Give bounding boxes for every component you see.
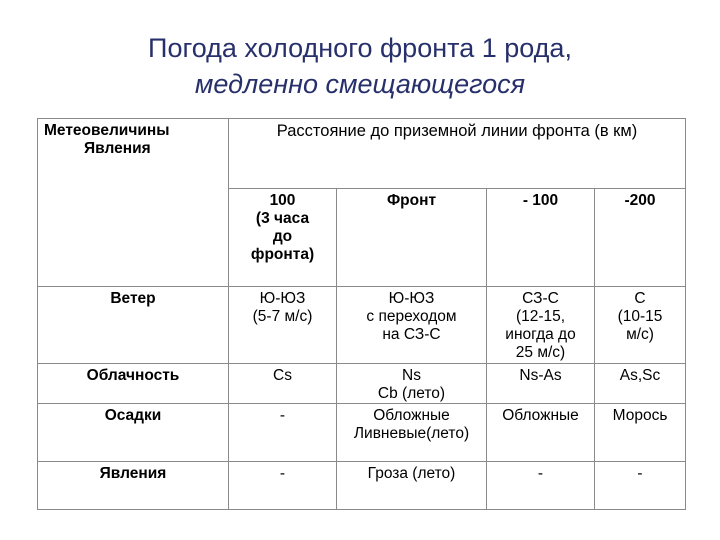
table-row — [38, 404, 686, 462]
weather-table — [37, 118, 686, 510]
table-row — [38, 462, 686, 510]
distance-header: Расстояние до приземной линии фронта (в км) — [229, 119, 686, 189]
table-cell: Ns Cb (лето) — [337, 364, 487, 404]
table-cell: - — [595, 462, 686, 510]
row-label: Осадки — [38, 404, 229, 462]
title-line-2: медленно смещающегося — [194, 69, 526, 99]
title-line-1: Погода холодного фронта 1 рода, — [148, 33, 572, 63]
table-cell: Обложные — [487, 404, 595, 462]
table-cell: Обложные Ливневые(лето) — [337, 404, 487, 462]
table-cell: Cs — [229, 364, 337, 404]
corner-line-1: Метеовеличины — [44, 122, 170, 139]
table-cell: Ю-ЮЗ с переходом на СЗ-С — [337, 287, 487, 364]
row-label: Облачность — [38, 364, 229, 404]
table-cell: - — [229, 404, 337, 462]
table-cell: Ns-As — [487, 364, 595, 404]
column-header: - 100 — [487, 189, 595, 287]
table-row — [38, 287, 686, 364]
table-cell: Морось — [595, 404, 686, 462]
column-header: -200 — [595, 189, 686, 287]
table-row — [38, 364, 686, 404]
table-cell: - — [229, 462, 337, 510]
table-header-row — [38, 119, 686, 189]
slide-title — [0, 30, 720, 102]
corner-line-2: Явления — [84, 140, 151, 157]
table-cell: As,Sc — [595, 364, 686, 404]
table-cell: С (10-15 м/с) — [595, 287, 686, 364]
corner-header — [38, 119, 229, 287]
table-cell: СЗ-С (12-15, иногда до 25 м/с) — [487, 287, 595, 364]
column-header: Фронт — [337, 189, 487, 287]
table-cell: Ю-ЮЗ (5-7 м/с) — [229, 287, 337, 364]
column-header: 100 (3 часа до фронта) — [229, 189, 337, 287]
table-cell: - — [487, 462, 595, 510]
row-label: Явления — [38, 462, 229, 510]
row-label: Ветер — [38, 287, 229, 364]
table-cell: Гроза (лето) — [337, 462, 487, 510]
